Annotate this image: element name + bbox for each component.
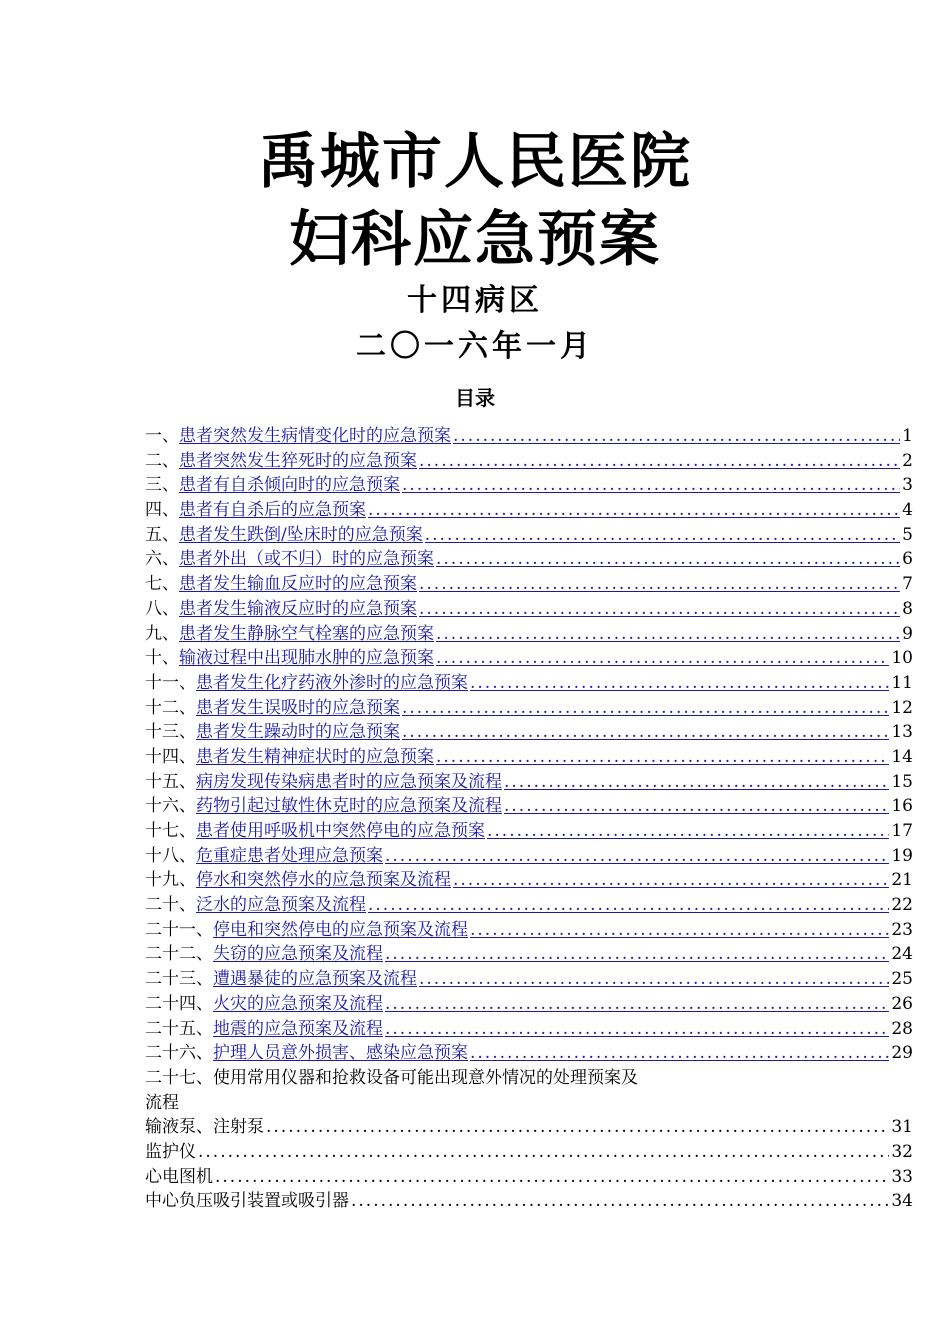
- toc-row[interactable]: [145, 844, 913, 869]
- toc-row[interactable]: [145, 745, 913, 770]
- toc-dot-leader: [453, 868, 889, 893]
- toc-item-link[interactable]: 护理人员意外损害、感染应急预案: [213, 1043, 468, 1064]
- toc-item-link[interactable]: 患者有自杀后的应急预案: [179, 500, 366, 521]
- toc-dot-leader: [436, 745, 889, 770]
- toc-row[interactable]: [145, 646, 913, 671]
- toc-page-number: 17: [891, 821, 913, 841]
- toc-item-number: 十五、: [145, 771, 196, 792]
- toc-sub-row: [145, 1165, 913, 1190]
- toc-row[interactable]: [145, 770, 913, 795]
- toc-item-link[interactable]: 患者发生躁动时的应急预案: [196, 722, 400, 743]
- toc-page-number: 24: [891, 944, 913, 965]
- table-of-contents: [145, 424, 913, 1214]
- toc-dot-leader: [436, 646, 889, 671]
- ward-title: 十四病区: [407, 283, 543, 318]
- toc-dot-leader: [402, 720, 889, 745]
- toc-item-link[interactable]: 患者发生误吸时的应急预案: [196, 697, 400, 718]
- toc-page-number: 10: [891, 648, 913, 669]
- toc-linked-items: [145, 424, 913, 1066]
- toc-item-link[interactable]: 患者突然发生猝死时的应急预案: [179, 450, 417, 471]
- toc-item-link[interactable]: 药物引起过敏性休克时的应急预案及流程: [196, 796, 502, 817]
- toc-item-number: 五、: [145, 524, 179, 545]
- toc-item-link[interactable]: 患者发生精神症状时的应急预案: [196, 746, 434, 767]
- toc-item-number: 九、: [145, 623, 179, 644]
- toc-dot-leader: [198, 1140, 889, 1165]
- toc-dot-leader: [266, 1115, 889, 1140]
- toc-dot-leader: [385, 992, 889, 1017]
- toc-row[interactable]: [145, 473, 913, 498]
- toc-row[interactable]: [145, 794, 913, 819]
- toc-page-number: 11: [891, 672, 913, 693]
- toc-sub-items: [145, 1115, 913, 1214]
- toc-row[interactable]: [145, 424, 913, 449]
- toc-page-number: 6: [902, 549, 913, 570]
- toc-row[interactable]: [145, 819, 913, 844]
- toc-dot-leader: [385, 1017, 889, 1042]
- toc-page-number: 29: [891, 1043, 913, 1064]
- toc-page-number: 23: [891, 919, 913, 940]
- toc-page-number: 5: [902, 524, 913, 545]
- toc-item-link[interactable]: 患者发生静脉空气栓塞的应急预案: [179, 623, 434, 644]
- toc-row[interactable]: [145, 597, 913, 622]
- toc-dot-leader: [419, 967, 889, 992]
- toc-item-number: 十二、: [145, 697, 196, 718]
- toc-page-number: 8: [902, 598, 913, 619]
- toc-sub-item-label: 中心负压吸引装置或吸引器: [145, 1191, 349, 1212]
- toc-page-number: 1: [902, 426, 913, 446]
- toc-heading: 目录: [455, 386, 495, 410]
- toc-page-number: 22: [891, 895, 913, 916]
- toc-dot-leader: [504, 794, 889, 819]
- toc-row[interactable]: [145, 918, 913, 943]
- toc-dot-leader: [385, 844, 889, 869]
- toc-dot-leader: [504, 770, 889, 795]
- toc-dot-leader: [368, 893, 889, 918]
- toc-page-number: 33: [891, 1166, 913, 1187]
- toc-item-number: 二十五、: [145, 1018, 213, 1039]
- toc-item-link[interactable]: 患者使用呼吸机中突然停电的应急预案: [196, 821, 485, 841]
- toc-page-number: 16: [891, 796, 913, 817]
- toc-long-item-line2: 流程: [145, 1092, 179, 1113]
- toc-row[interactable]: [145, 992, 913, 1017]
- toc-item-link[interactable]: 输液过程中出现肺水肿的应急预案: [179, 648, 434, 669]
- toc-long-item-line1: 二十七、使用常用仪器和抢救设备可能出现意外情况的处理预案及: [145, 1067, 638, 1088]
- date-title: 二〇一六年一月: [356, 329, 594, 364]
- toc-sub-row: [145, 1115, 913, 1140]
- toc-row[interactable]: [145, 967, 913, 992]
- toc-dot-leader: [453, 424, 900, 449]
- toc-page-number: 7: [902, 574, 913, 595]
- toc-item-number: 二十一、: [145, 919, 213, 940]
- toc-item-link[interactable]: 泛水的应急预案及流程: [196, 895, 366, 916]
- toc-row[interactable]: [145, 942, 913, 967]
- toc-item-number: 十八、: [145, 845, 196, 866]
- toc-dot-leader: [487, 819, 889, 844]
- toc-page-number: 12: [891, 697, 913, 718]
- toc-row[interactable]: [145, 523, 913, 548]
- hospital-title: 禹城市人民医院: [258, 127, 692, 197]
- toc-page-number: 26: [891, 993, 913, 1014]
- toc-item-link[interactable]: 患者发生输血反应时的应急预案: [179, 574, 417, 595]
- toc-page-number: 28: [891, 1018, 913, 1039]
- toc-page-number: 31: [891, 1117, 913, 1138]
- toc-dot-leader: [351, 1189, 889, 1214]
- toc-item-number: 十一、: [145, 672, 196, 693]
- toc-page-number: 9: [902, 623, 913, 644]
- toc-dot-leader: [368, 498, 900, 523]
- toc-page-number: 21: [891, 870, 913, 891]
- toc-dot-leader: [419, 597, 900, 622]
- toc-item-number: 二、: [145, 450, 179, 471]
- toc-item-link[interactable]: 失窃的应急预案及流程: [213, 944, 383, 965]
- toc-item-link[interactable]: 患者突然发生病情变化时的应急预案: [179, 426, 451, 446]
- toc-item-link[interactable]: 危重症患者处理应急预案: [196, 845, 383, 866]
- toc-item-link[interactable]: 地震的应急预案及流程: [213, 1018, 383, 1039]
- toc-row[interactable]: [145, 720, 913, 745]
- toc-item-number: 三、: [145, 475, 179, 496]
- toc-item-link[interactable]: 遭遇暴徒的应急预案及流程: [213, 969, 417, 990]
- toc-dot-leader: [470, 918, 889, 943]
- toc-item-number: 十四、: [145, 746, 196, 767]
- toc-page-number: 19: [891, 845, 913, 866]
- toc-item-number: 二十三、: [145, 969, 213, 990]
- toc-row[interactable]: [145, 572, 913, 597]
- toc-page-number: 32: [891, 1141, 913, 1162]
- toc-page-number: 13: [891, 722, 913, 743]
- toc-dot-leader: [402, 696, 889, 721]
- toc-dot-leader: [425, 523, 900, 548]
- toc-sub-item-label: 心电图机: [145, 1166, 213, 1187]
- toc-row[interactable]: [145, 1017, 913, 1042]
- toc-row[interactable]: [145, 498, 913, 523]
- toc-page-number: 15: [891, 771, 913, 792]
- toc-sub-item-label: 输液泵、注射泵: [145, 1117, 264, 1138]
- toc-item-link[interactable]: 停电和突然停电的应急预案及流程: [213, 919, 468, 940]
- toc-dot-leader: [470, 671, 889, 696]
- toc-row[interactable]: [145, 622, 913, 647]
- toc-sub-item-label: 监护仪: [145, 1141, 196, 1162]
- toc-item-number: 四、: [145, 500, 179, 521]
- toc-dot-leader: [436, 547, 900, 572]
- toc-page-number: 2: [902, 450, 913, 471]
- toc-item-link[interactable]: 患者外出（或不归）时的应急预案: [179, 549, 434, 570]
- toc-dot-leader: [385, 942, 889, 967]
- toc-item-link[interactable]: 停水和突然停水的应急预案及流程: [196, 870, 451, 891]
- toc-page-number: 14: [891, 746, 913, 767]
- toc-dot-leader: [470, 1041, 889, 1066]
- toc-sub-row: [145, 1140, 913, 1165]
- toc-dot-leader: [436, 622, 900, 647]
- toc-item-number: 二十二、: [145, 944, 213, 965]
- toc-item-number: 一、: [145, 426, 179, 446]
- toc-item-link[interactable]: 病房发现传染病患者时的应急预案及流程: [196, 771, 502, 792]
- toc-page-number: 4: [902, 500, 913, 521]
- toc-item-number: 十七、: [145, 821, 196, 841]
- toc-page-number: 25: [891, 969, 913, 990]
- toc-row[interactable]: [145, 547, 913, 572]
- toc-page-number: 3: [902, 475, 913, 496]
- toc-item-link[interactable]: 患者发生输液反应时的应急预案: [179, 598, 417, 619]
- toc-row[interactable]: [145, 671, 913, 696]
- toc-item-number: 二十六、: [145, 1043, 213, 1064]
- toc-item-number: 二十四、: [145, 993, 213, 1014]
- toc-dot-leader: [402, 473, 900, 498]
- toc-item-number: 八、: [145, 598, 179, 619]
- toc-page-number: 34: [891, 1191, 913, 1212]
- toc-dot-leader: [419, 572, 900, 597]
- toc-item-number: 七、: [145, 574, 179, 595]
- toc-item-link[interactable]: 火灾的应急预案及流程: [213, 993, 383, 1014]
- toc-item-number: 十六、: [145, 796, 196, 817]
- toc-item-link[interactable]: 患者发生化疗药液外渗时的应急预案: [196, 672, 468, 693]
- toc-item-number: 十、: [145, 648, 179, 669]
- toc-item-link[interactable]: 患者发生跌倒/坠床时的应急预案: [179, 524, 423, 545]
- toc-row[interactable]: [145, 868, 913, 893]
- toc-dot-leader: [215, 1165, 889, 1190]
- toc-item-link[interactable]: 患者有自杀倾向时的应急预案: [179, 475, 400, 496]
- toc-item-number: 十三、: [145, 722, 196, 743]
- toc-row[interactable]: [145, 449, 913, 474]
- toc-row[interactable]: [145, 1041, 913, 1066]
- toc-item-number: 二十、: [145, 895, 196, 916]
- toc-sub-row: [145, 1189, 913, 1214]
- document-title: 妇科应急预案: [289, 205, 661, 275]
- toc-row[interactable]: [145, 696, 913, 721]
- toc-item-number: 六、: [145, 549, 179, 570]
- toc-item-number: 十九、: [145, 870, 196, 891]
- toc-row[interactable]: [145, 893, 913, 918]
- toc-dot-leader: [419, 449, 900, 474]
